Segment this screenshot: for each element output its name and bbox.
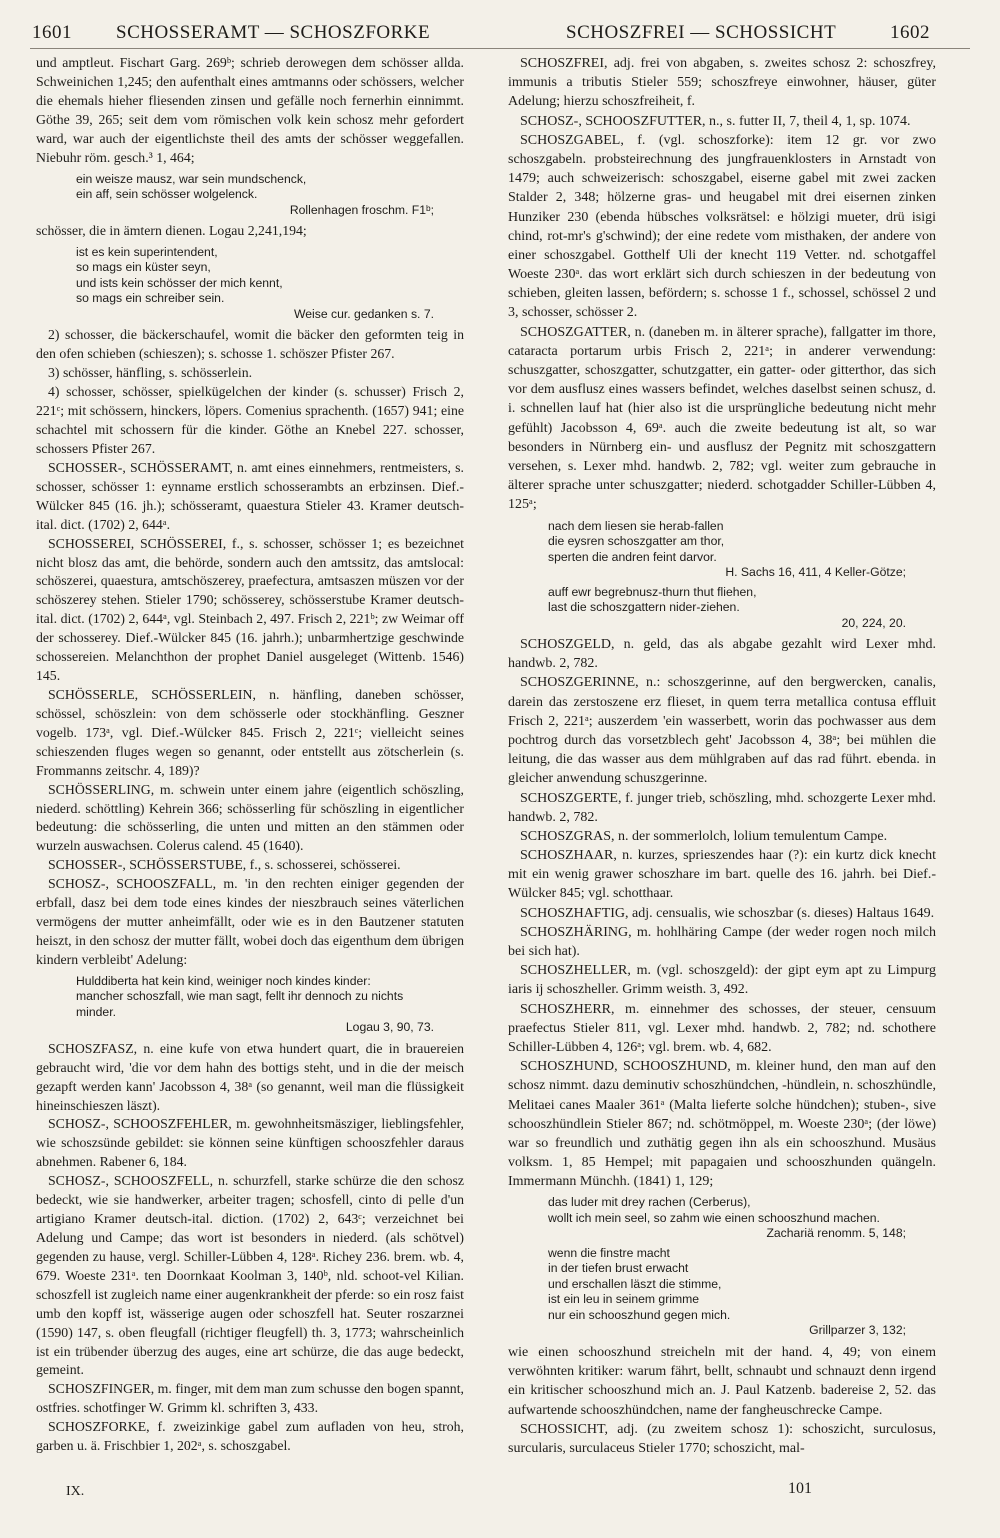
quotation-text: das luder mit drey rachen (Cerberus), wollt ich mein seel, so zahm wie einen schooszhund machen. — [548, 1195, 880, 1225]
entry: SCHÖSSERLE, SCHÖSSERLEIN, n. hänfling, daneben schösser, schössel, schöszlein: von dem schösserle oder stockhänfling. Geszner vogelb. 173ᵃ, vgl. Dief.-Wülcker 845. Frisch 2, 221ᶜ; vielleicht seines schieszenden fluges wegen so genannt, oder entstellt aus zötscherlein (s. Frommanns zeitschr. 4, 189)? — [36, 686, 464, 778]
signature-mark: IX. — [66, 1484, 85, 1499]
entry: SCHOSZGERTE, f. junger trieb, schöszling, mhd. schozgerte Lexer mhd. handwb. 2, 782. — [508, 790, 936, 825]
entry: SCHOSZ-, SCHOOSZFELL, n. schurzfell, starke schürze die den schosz bedeckt, wie sie handwerker, arbeiter tragen; schosfell, cinto di pelle d'un artigiano Kramer deutsch-ital. diction. (1702) 2, 643ᶜ; verzeichnet bei Adelung und Campe; das wort ist besonders in niederd. (als schötvel) gegenden zu hause, vergl. Schiller-Lübben 4, 128ᵃ. Richey 236. brem. wb. 4, 679. Woeste 231ᵃ. ten Doornkaat Koolman 3, 140ᵇ, nld. schoot-vel Kilian. schoszfell ist zugleich name einer augenkrankheit der pferde: so ein rosz faist umb den kopff ist, wässerige augen oder schoszfell hat. Seuter roszarznei (1590) 147, s. oben fleugfall (richtiger fleugfell) th. 3, 1773; wahrscheinlich ist ein trübender überzug des auges, eine art schürze, die das auge bedeckt, gemeint. — [36, 1173, 464, 1378]
entry: SCHOSZHELLER, m. (vgl. schoszgeld): der gipt eym apt zu Limpurg iaris ij schoszheller. Grimm weisth. 3, 492. — [508, 963, 936, 998]
quotation-source: Weise cur. gedanken s. 7. — [293, 306, 434, 321]
paragraph: 2) schosser, die bäckerschaufel, womit die bäcker den geformten teig in den ofen schieben (schieszen); s. schosse 1. schöszer Pfister 267. — [36, 327, 464, 362]
left-column — [36, 54, 464, 1456]
sheet-number: 101 — [788, 1480, 812, 1497]
quotation-text: wenn die finstre macht in der tiefen brust erwacht und erschallen läszt die stimme, ist ein leu in seinem grimme nur ein schooszhund gegen mich. — [548, 1245, 731, 1322]
quotation — [548, 585, 936, 632]
entry: SCHÖSSERLING, m. schwein unter einem jahre (eigentlich schöszling, niederd. schöttling) Kehrein 366; schösserling für schöszling in eigentlicher bedeutung: die schösserling, die unten und mitten an den stämmen oder wurzeln auswachsen. Colerus calend. 45 (1640). — [36, 781, 464, 854]
quotation-source: Zachariä renomm. 5, 148; — [766, 1226, 906, 1241]
entry: SCHOSZGRAS, n. der sommerlolch, lolium temulentum Campe. — [520, 828, 888, 844]
left-page-number: 1601 — [32, 22, 72, 43]
quotation-text: auff ewr begrebnusz-thurn thut fliehen, last die schoszgattern nider-ziehen. — [548, 584, 757, 614]
quotation — [548, 1246, 936, 1339]
quotation-text: ist es kein superintendent, so mags ein küster seyn, und ists kein schösser der mich kennt, so mags ein schreiber sein. — [76, 244, 283, 306]
quotation — [548, 1195, 936, 1242]
entry: SCHOSZHERR, m. einnehmer des schosses, der steuer, censuum praefectus Stieler 811, vgl. Lexer mhd. handwb. 2, 782; nd. schotherе Schiller-Lübben 4, 126ᵃ; vgl. brem. wb. 4, 682. — [508, 1001, 936, 1055]
entry: SCHOSZFASZ, n. eine kufe von etwa hundert quart, die in brauereien gebraucht wird, 'die vor dem hahn des bottigs steht, und in die der meisch gezapft werden kann' Jacobsson 4, 38ᵃ (so genannt, weil man die flüssigkeit hineinschieszen läszt). — [36, 1040, 464, 1113]
quotation — [76, 245, 464, 323]
right-page-number: 1602 — [890, 22, 930, 43]
entry: SCHOSZGABEL, f. (vgl. schoszforke): item 12 gr. vor zwo schoszgabeln. probsteirechnung des jungfrauenklosters in Arnstadt von 1479; auch schweizerisch: schoszgabel, eiserne gabel mit zwei zacken Stalder 2, 348; hölzerne gras- und heugabel mit drei eisernen zinken Hunziker 230 (ebenda hübsches volksrätsel: e hölzigi mueter, drü isigi chind, rot-mr's g'schwind); der eine redete vom misthaken, der andere von einer schoszgabel. Gotthelf Uli der knecht 119 Vetter. nd. schotgaffel Woeste 230ᵃ. das wort erklärt sich durch schieszen in der bedeutung von schieben, gleiten lassen, befördern; s. schosse 1 f., schossel, schössel 2 und 3, schosser, schösser 2. — [508, 132, 936, 321]
entry: SCHOSSEREI, SCHÖSSEREI, f., s. schosser, schösser 1; es bezeichnet nicht blosz das amt, die behörde, sondern auch den amtssitz, das amtslocal: schöszerei, quaestura, amtschöszerey, praefectura, amtsaszen müszen vor der schöszerey stehen. Stieler 1790; schösserey, schösserstube Kramer deutsch-ital. dict. (1702) 2, 644ᵃ, vgl. Steinbach 2, 497. Frisch 2, 221ᵇ; zw Weimar off der schosserey. Dief.-Wülcker 845 (16. jahrh.); unbarmhertzige geschwinde schossereien. Melanchthon der prophet Daniel ausgeleget (Wittenb. 1546) 145. — [36, 535, 464, 684]
quotation-source: Logau 3, 90, 73. — [345, 1020, 434, 1035]
entry: SCHOSZFREI, adj. frei von abgaben, s. zweites schosz 2: schoszfrey, immunis a tributis Stieler 559; schoszfreye einwohner, häuser, güter Adelung; hierzu schoszfreiheit, f. — [508, 56, 936, 110]
left-running-title: SCHOSSERAMT — SCHOSZFORKE — [116, 22, 431, 43]
quotation — [548, 519, 936, 581]
paragraph: 3) schösser, hänfling, s. schösserlein. — [48, 365, 253, 381]
entry: SCHOSZGATTER, n. (daneben m. in älterer sprache), fallgatter im thore, cataracta portarum urbis Frisch 2, 221ᵃ; in anderer verwendung: schuszgatter, schoszgatter, schutzgatter, ein gatter- oder gitterthor, das sich vor dem ausflusz eines wassers befindet, welches daselbst seinen schusz, d. i. schnellen lauf hat (hier also ist die ursprüngliche bedeutung nicht mehr gefühlt) Jacobsson 4, 69ᵃ. auch die zweite bedeutung ist alt, so war besonders in Nürnberg ein- und ausflusz der Pegnitz mit schoszgattern versehen, s. Lexer mhd. handwb. 2, 782; vgl. weiter zum gebrauche in älterer sprache unter schuszgatter; niederd. schotgadder Schiller-Lübben 4, 125ᵃ; — [508, 324, 936, 513]
paragraph: 4) schosser, schösser, spielkügelchen der kinder (s. schusser) Frisch 2, 221ᶜ; mit schössern, hinckers, löpers. Comenius sprachenth. (1657) 941; eine schachtel mit schossern für die kinder. Göthe an Knebel 227. schosser, schossers Pfister 267. — [36, 384, 464, 456]
entry: SCHOSSER-, SCHÖSSERSTUBE, f., s. schosserei, schösserei. — [48, 857, 401, 873]
quotation-text: Hulddiberta hat kein kind, weiniger noch kindes kinder: mancher schoszfall, wie man sagt, fellt ihr dennoch zu nichts minder. — [76, 973, 404, 1019]
entry: SCHOSZ-, SCHOOSZFUTTER, n., s. futter II, 7, theil 4, 1, sp. 1074. — [520, 113, 911, 129]
paragraph: wie einen schooszhund streicheln mit der hand. 4, 49; von einem verwöhnten kritiker: warum fährt, bellt, schnaubt und schnauzt denn irgend ein kritischer schooszhund mich an. J. Paul Katzenb. badereise 2, 52. das aufwartende schooszhündchen, name der fangheuschrecke Campe. — [508, 1344, 936, 1418]
quotation-source: Rollenhagen froschm. F1ᵇ; — [289, 202, 434, 217]
entry: SCHOSZGERINNE, n.: schoszgerinne, auf den bergwercken, canalis, darein das zerstoszene erz flieset, in quem terra metallica contusa effluit Frisch 2, 221ᵃ; auszerdem 'ein wasserbett, worin das pochwasser aus dem pochtrog durch das vorsetzblech geht' Jacobsson 4, 38ᵃ; bei mühlen die leitung, die das wasser aus dem mühlgraben auf das rad führt. ebenda. in gleicher anwendung schuszgerinne. — [508, 675, 936, 787]
entry: SCHOSZFINGER, m. finger, mit dem man zum schusse den bogen spannt, ostfries. schotfinger W. Grimm kl. schriften 3, 433. — [36, 1381, 464, 1416]
entry: SCHOSSER-, SCHÖSSERAMT, n. amt eines einnehmers, rentmeisters, s. schosser, schösser 1: eynname erstlich schosserambts an erbzinsen. Dief.-Wülcker 845 (16. jh.); schösseramt, quaestura Stieler 43. Kramer deutsch-ital. dict. (1702) 2, 644ᵃ. — [36, 459, 464, 532]
entry: SCHOSZHUND, SCHOOSZHUND, m. kleiner hund, den man auf den schosz nimmt. dazu deminutiv schoszhündchen, -hündlein, n. schoszhündle, Melitaei canes Maaler 361ᵃ (Malta lieferte solche hündchen); stuben-, sive schooszhündlein Stieler 867; nd. schötmöppel, m. Woeste 230ᵃ; (der löwe) war so freundlich und zuthätig gegen ihn als ein schooszhund. Musäus volksm. 1, 85 Hempel; mit papagaien und schooszhunden quängeln. Immermann Münchh. (1841) 1, 129; — [508, 1059, 936, 1190]
paragraph: und amptleut. Fischart Garg. 269ᵇ; schrieb derowegen dem schösser allda. Schweinichen 1,245; den aufenthalt eines amtmanns oder schössers, welcher die ehemals hieher fliesenden zinsen und gefälle noch fernerhin einnimmt. Göthe 39, 265; seit dem vom römischen volk kein schosz mehr gefordert ward, war auch der eigentlichste theil des amts der schösser weggefallen. Niebuhr röm. gesch.³ 1, 464; — [36, 55, 464, 165]
entry: SCHOSZHÄRING, m. hohlhäring Campe (der weder rogen noch milch bei sich hat). — [508, 924, 936, 959]
quotation-text: nach dem liesen sie herab-fallen die eysren schoszgatter am thor, sperten die andren feint darvor. — [548, 518, 725, 564]
entry: SCHOSZ-, SCHOOSZFALL, m. 'in den rechten einiger gegenden der erbfall, dasz bei dem tode eines kindes der nieszbrauch seines väterlichen vermögens der mutter anheimfällt, oder wie es in den Bautzener statuten heiszt, in den schosz der mutter fällt, wobei doch das eigenthum dem übrigen kindern verbleibt' Adelung: — [36, 876, 464, 967]
right-running-title: SCHOSZFREI — SCHOSSICHT — [566, 22, 837, 43]
quotation-source: H. Sachs 16, 411, 4 Keller-Götze; — [725, 565, 906, 579]
entry: SCHOSZHAFTIG, adj. censualis, wie schoszbar (s. dieses) Haltaus 1649. — [520, 905, 935, 921]
quotation-source: 20, 224, 20. — [841, 615, 906, 630]
right-column — [508, 54, 936, 1458]
quotation-text: ein weisze mausz, war sein mundschenck, ein aff, sein schösser wolgelenck. — [76, 171, 307, 202]
quotation-source: Grillparzer 3, 132; — [809, 1323, 906, 1338]
entry: SCHOSSICHT, adj. (zu zweitem schosz 1): schoszicht, surculosus, surcularis, surculaceus Stieler 1770; schoszicht, mal- — [508, 1421, 936, 1456]
paragraph: schösser, die in ämtern dienen. Logau 2,241,194; — [36, 223, 307, 239]
entry: SCHOSZGELD, n. geld, das als abgabe gezahlt wird Lexer mhd. handwb. 2, 782. — [508, 637, 936, 672]
entry: SCHOSZ-, SCHOOSZFEHLER, m. gewohnheitsmäsziger, lieblingsfehler, wie schoszsünde gebildet: sie können seine künftigen schooszfehler daraus abnehmen. Rabener 6, 184. — [36, 1116, 464, 1170]
entry: SCHOSZHAAR, n. kurzes, sprieszendes haar (?): ein kurtz dick knecht mit ein wenig grawer schoszhare im bart. quelle des 16. jahrh. bei Dief.-Wülcker 845; vgl. schotthaar. — [508, 848, 936, 902]
entry: SCHOSZFORKE, f. zweizinkige gabel zum aufladen von heu, stroh, garben u. ä. Frischbier 1, 202ᵃ, s. schoszgabel. — [36, 1419, 464, 1454]
quotation — [76, 172, 464, 219]
quotation — [76, 974, 464, 1036]
page-header — [30, 14, 970, 49]
